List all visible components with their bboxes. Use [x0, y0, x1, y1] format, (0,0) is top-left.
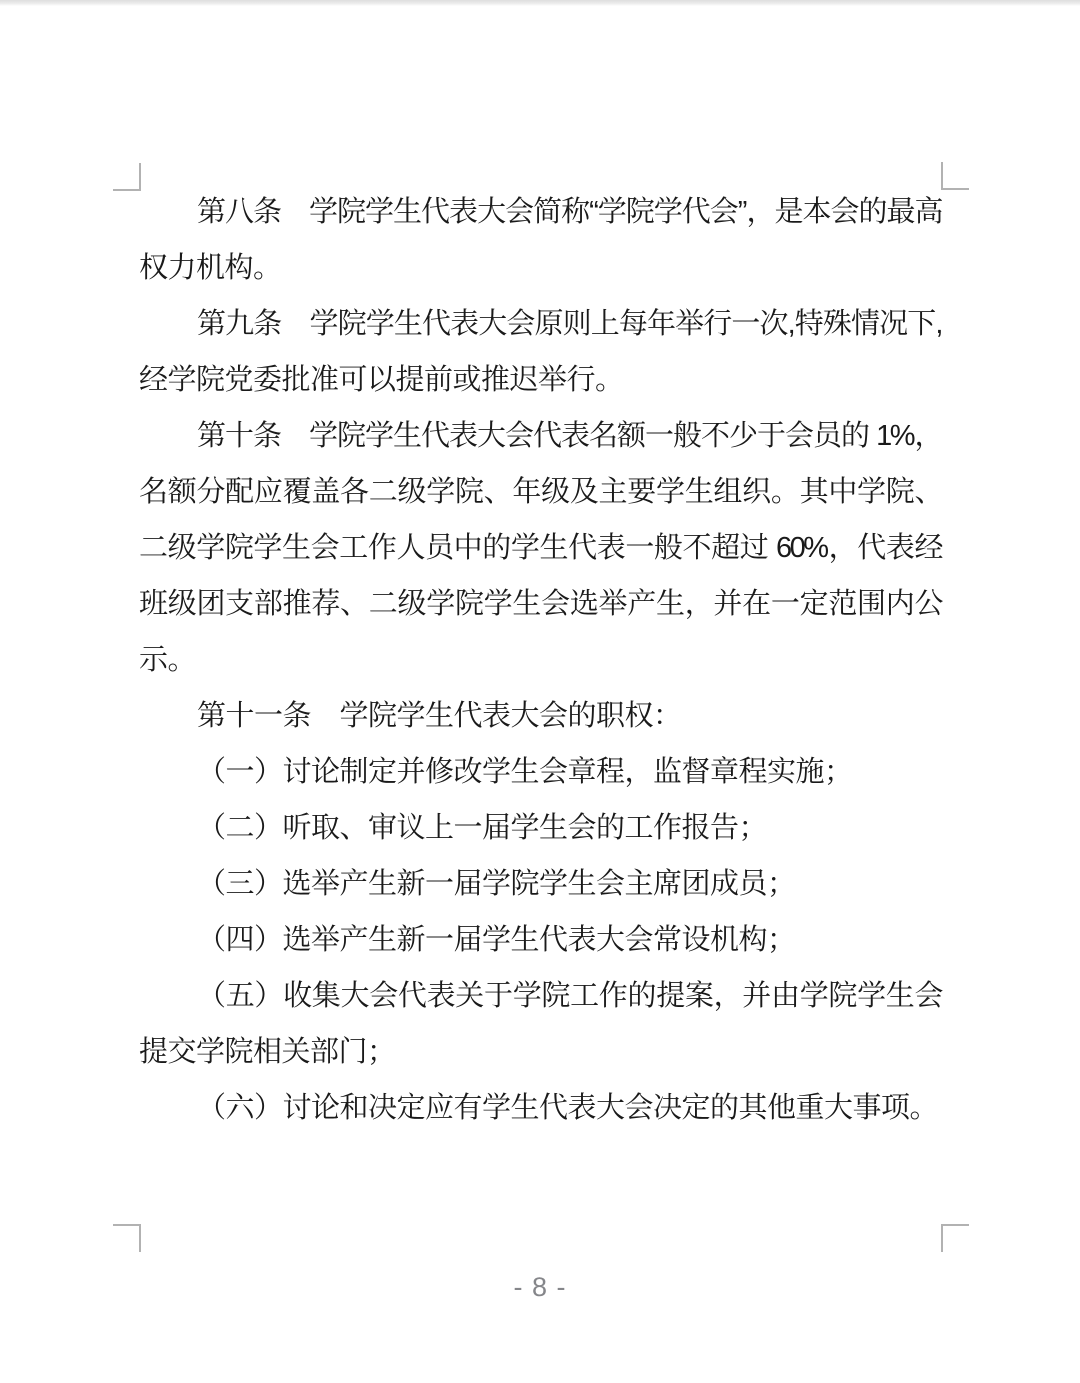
paragraph — [139, 408, 941, 688]
document-line: 名额分配应覆盖各二级学院、年级及主要学生组织。其中学院、 — [139, 476, 941, 508]
crop-mark-bottom-left — [113, 1224, 141, 1252]
crop-mark-top-right — [941, 162, 969, 190]
document-line: 第八条 学院学生代表大会简称“学院学代会”，是本会的最高 — [197, 196, 941, 228]
paragraph — [139, 1080, 941, 1136]
paragraph — [139, 912, 941, 968]
document-line: 提交学院相关部门； — [139, 1036, 396, 1068]
top-edge-shadow — [0, 0, 1080, 6]
document-line: （五）收集大会代表关于学院工作的提案，并由学院学生会 — [197, 980, 941, 1012]
document-line: 班级团支部推荐、二级学院学生会选举产生，并在一定范围内公 — [139, 588, 941, 620]
paragraph — [139, 856, 941, 912]
document-body — [139, 184, 941, 1136]
page-number: - 8 - — [513, 1272, 567, 1302]
crop-mark-top-left — [113, 163, 141, 191]
paragraph — [139, 296, 941, 408]
document-line: 示。 — [139, 644, 197, 676]
document-line: 经学院党委批准可以提前或推迟举行。 — [139, 364, 624, 396]
document-line: 第九条 学院学生代表大会原则上每年举行一次,特殊情况下, — [197, 308, 941, 340]
document-line: （一）讨论制定并修改学生会章程，监督章程实施； — [197, 756, 853, 788]
document-line: 权力机构。 — [139, 252, 282, 284]
document-line: 第十条 学院学生代表大会代表名额一般不少于会员的 1%， — [197, 420, 941, 452]
paragraph — [139, 968, 941, 1080]
document-line: （三）选举产生新一届学院学生会主席团成员； — [197, 868, 796, 900]
paragraph — [139, 688, 941, 744]
paragraph — [139, 800, 941, 856]
paragraph — [139, 744, 941, 800]
crop-mark-bottom-right — [941, 1224, 969, 1252]
document-line: 第十一条 学院学生代表大会的职权： — [197, 700, 682, 732]
paragraph — [139, 184, 941, 296]
document-line: 二级学院学生会工作人员中的学生代表一般不超过 60%，代表经 — [139, 532, 941, 564]
document-line: （四）选举产生新一届学生代表大会常设机构； — [197, 924, 796, 956]
document-line: （六）讨论和决定应有学生代表大会决定的其他重大事项。 — [197, 1092, 939, 1124]
document-line: （二）听取、审议上一届学生会的工作报告； — [197, 812, 768, 844]
